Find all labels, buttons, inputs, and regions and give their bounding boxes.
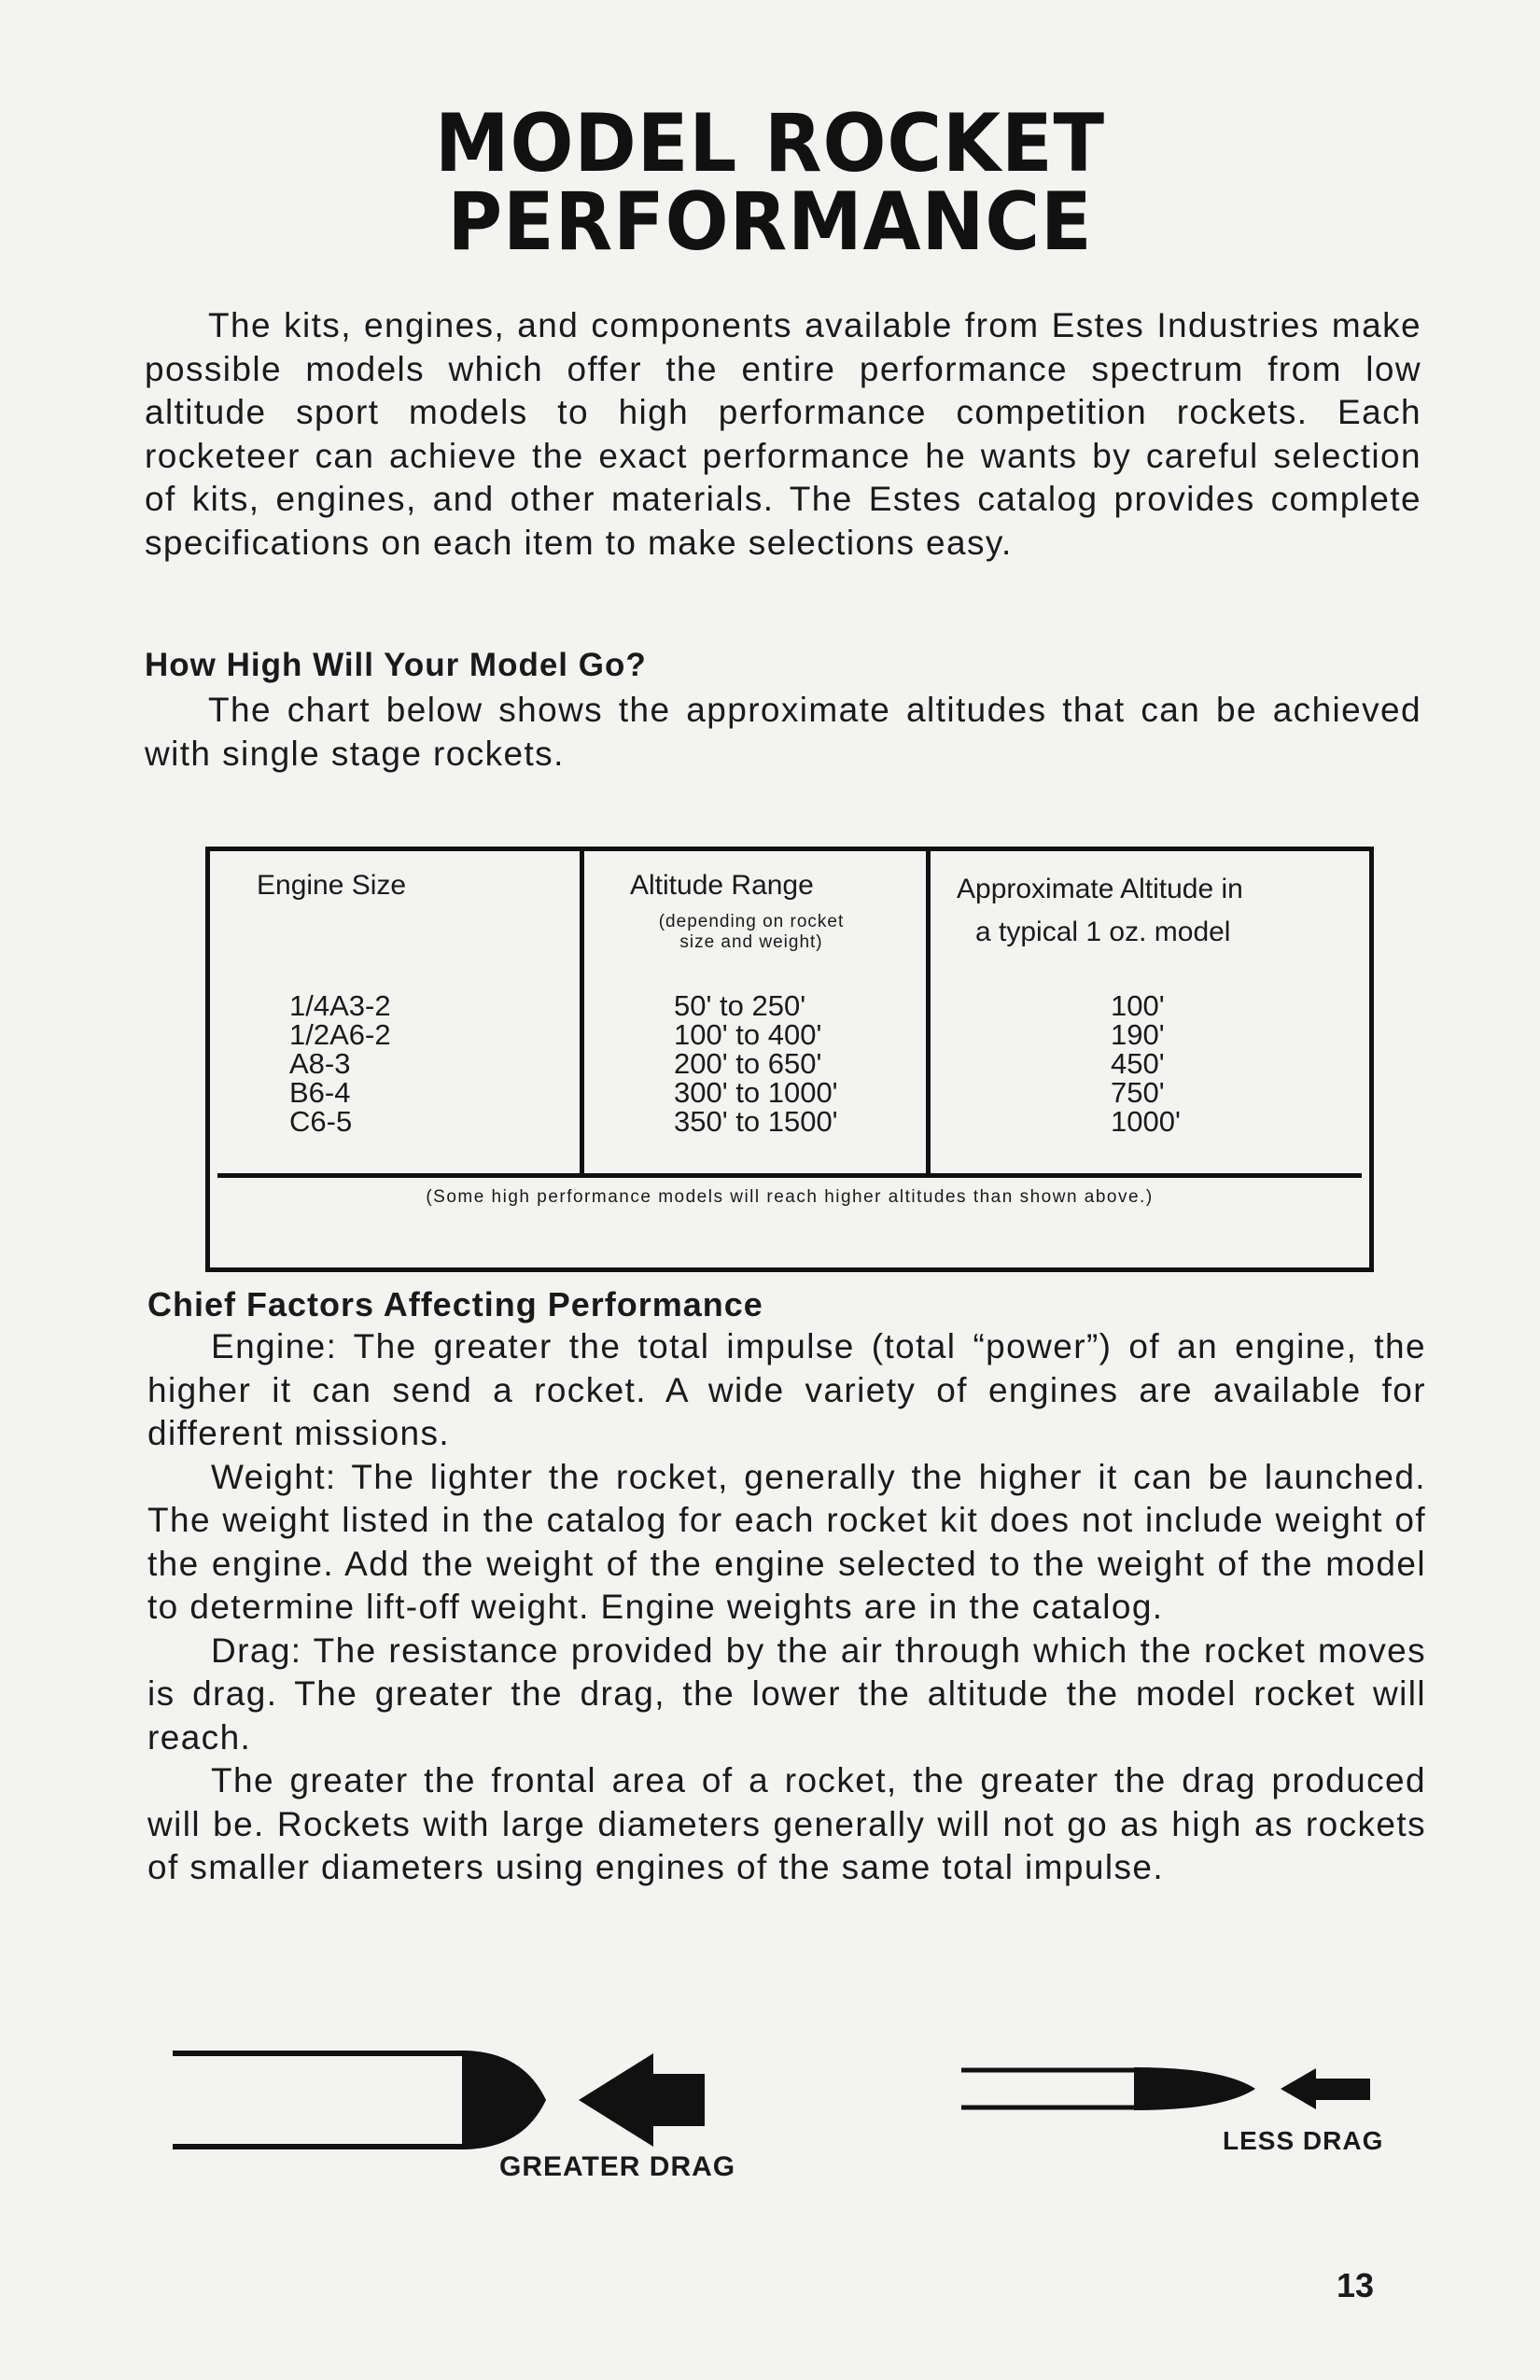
range-column <box>674 991 838 1136</box>
section-heading-factors: Chief Factors Affecting Performance <box>147 1285 763 1323</box>
table-divider-bottom <box>217 1173 1362 1178</box>
paragraph-engine: Engine: The greater the total impulse (total “power”) of an engine, the higher it can send a rocket. A wide variety of engines are available for different missions. <box>147 1327 1426 1452</box>
col-header-approx <box>957 868 1367 954</box>
table-row-range: 300' to 1000' <box>674 1076 838 1109</box>
table-row-engine: C6-5 <box>289 1105 353 1138</box>
paragraph-frontal-area: The greater the frontal area of a rocket, the greater the drag produced will be. Rockets with large diameters generally will not go as high as rockets of smaller diameters using engines of the same total impulse. <box>147 1761 1426 1886</box>
approx-column <box>1111 991 1181 1136</box>
small-rocket-icon <box>961 2067 1255 2110</box>
altitude-intro-text: The chart below shows the approximate altitudes that can be achieved with single stage rockets. <box>145 691 1421 773</box>
col-subheader-range <box>611 912 891 953</box>
factors-paragraphs <box>147 1325 1426 1890</box>
table-row-altitude: 450' <box>1111 1047 1165 1080</box>
col-header-range: Altitude Range <box>630 870 814 901</box>
table-row-engine: A8-3 <box>289 1047 351 1080</box>
table-row-range: 200' to 650' <box>674 1047 822 1080</box>
paragraph-weight: Weight: The lighter the rocket, generally the higher it can be launched. The weight listed in the catalog for each rocket kit does not include weight of the engine. Add the weight of the engine selected to the weight of the model to determine lift-off weight. Engine weights are in the catalog. <box>147 1457 1426 1626</box>
table-divider-2 <box>926 851 931 1173</box>
table-row-range: 50' to 250' <box>674 989 806 1022</box>
section-heading-altitude: How High Will Your Model Go? <box>145 647 647 683</box>
table-row-altitude: 750' <box>1111 1076 1165 1109</box>
table-row-range: 350' to 1500' <box>674 1105 838 1138</box>
table-row-range: 100' to 400' <box>674 1018 822 1051</box>
col-subheader-range-line1: (depending on rocket <box>658 912 845 931</box>
table-row-engine: B6-4 <box>289 1076 351 1109</box>
table-footnote: (Some high performance models will reach higher altitudes than shown above.) <box>426 1187 1154 1207</box>
col-header-engine: Engine Size <box>257 870 407 901</box>
greater-drag-label: GREATER DRAG <box>499 2151 736 2182</box>
large-arrow-icon <box>579 2053 705 2147</box>
table-row-engine: 1/4A3-2 <box>289 989 391 1022</box>
altitude-table <box>205 847 1374 1272</box>
col-subheader-range-line2: size and weight) <box>679 932 823 952</box>
less-drag-label: LESS DRAG <box>1223 2126 1384 2155</box>
large-rocket-icon <box>173 2051 546 2149</box>
table-divider-1 <box>580 851 584 1173</box>
paragraph-drag: Drag: The resistance provided by the air through which the rocket moves is drag. The greater the drag, the lower the altitude the model rocket will reach. <box>147 1631 1426 1757</box>
title-line-1: MODEL ROCKET <box>434 97 1106 190</box>
intro-paragraph <box>145 304 1421 565</box>
engine-column <box>289 991 391 1136</box>
intro-text: The kits, engines, and components available from Estes Industries make possible models which offer the entire performance spectrum from low altitude sport models to high performance competition rockets. Each rocketeer can achieve the exact performance he wants by careful selection of kits, engines, and other materials. The Estes catalog provides complete specifications on each item to make selections easy. <box>145 306 1421 562</box>
page-title <box>0 97 1540 269</box>
table-row-altitude: 190' <box>1111 1018 1165 1051</box>
page-number: 13 <box>1337 2266 1375 2304</box>
col-header-approx-line1: Approximate Altitude in <box>957 874 1243 904</box>
table-row-engine: 1/2A6-2 <box>289 1018 391 1051</box>
small-arrow-icon <box>1281 2068 1370 2109</box>
altitude-intro <box>145 689 1421 776</box>
table-row-altitude: 1000' <box>1111 1105 1181 1138</box>
drag-diagram <box>0 2016 1540 2193</box>
table-row-altitude: 100' <box>1111 989 1165 1022</box>
col-header-approx-line2: a typical 1 oz. model <box>975 917 1231 947</box>
title-line-2: PERFORMANCE <box>447 175 1093 269</box>
